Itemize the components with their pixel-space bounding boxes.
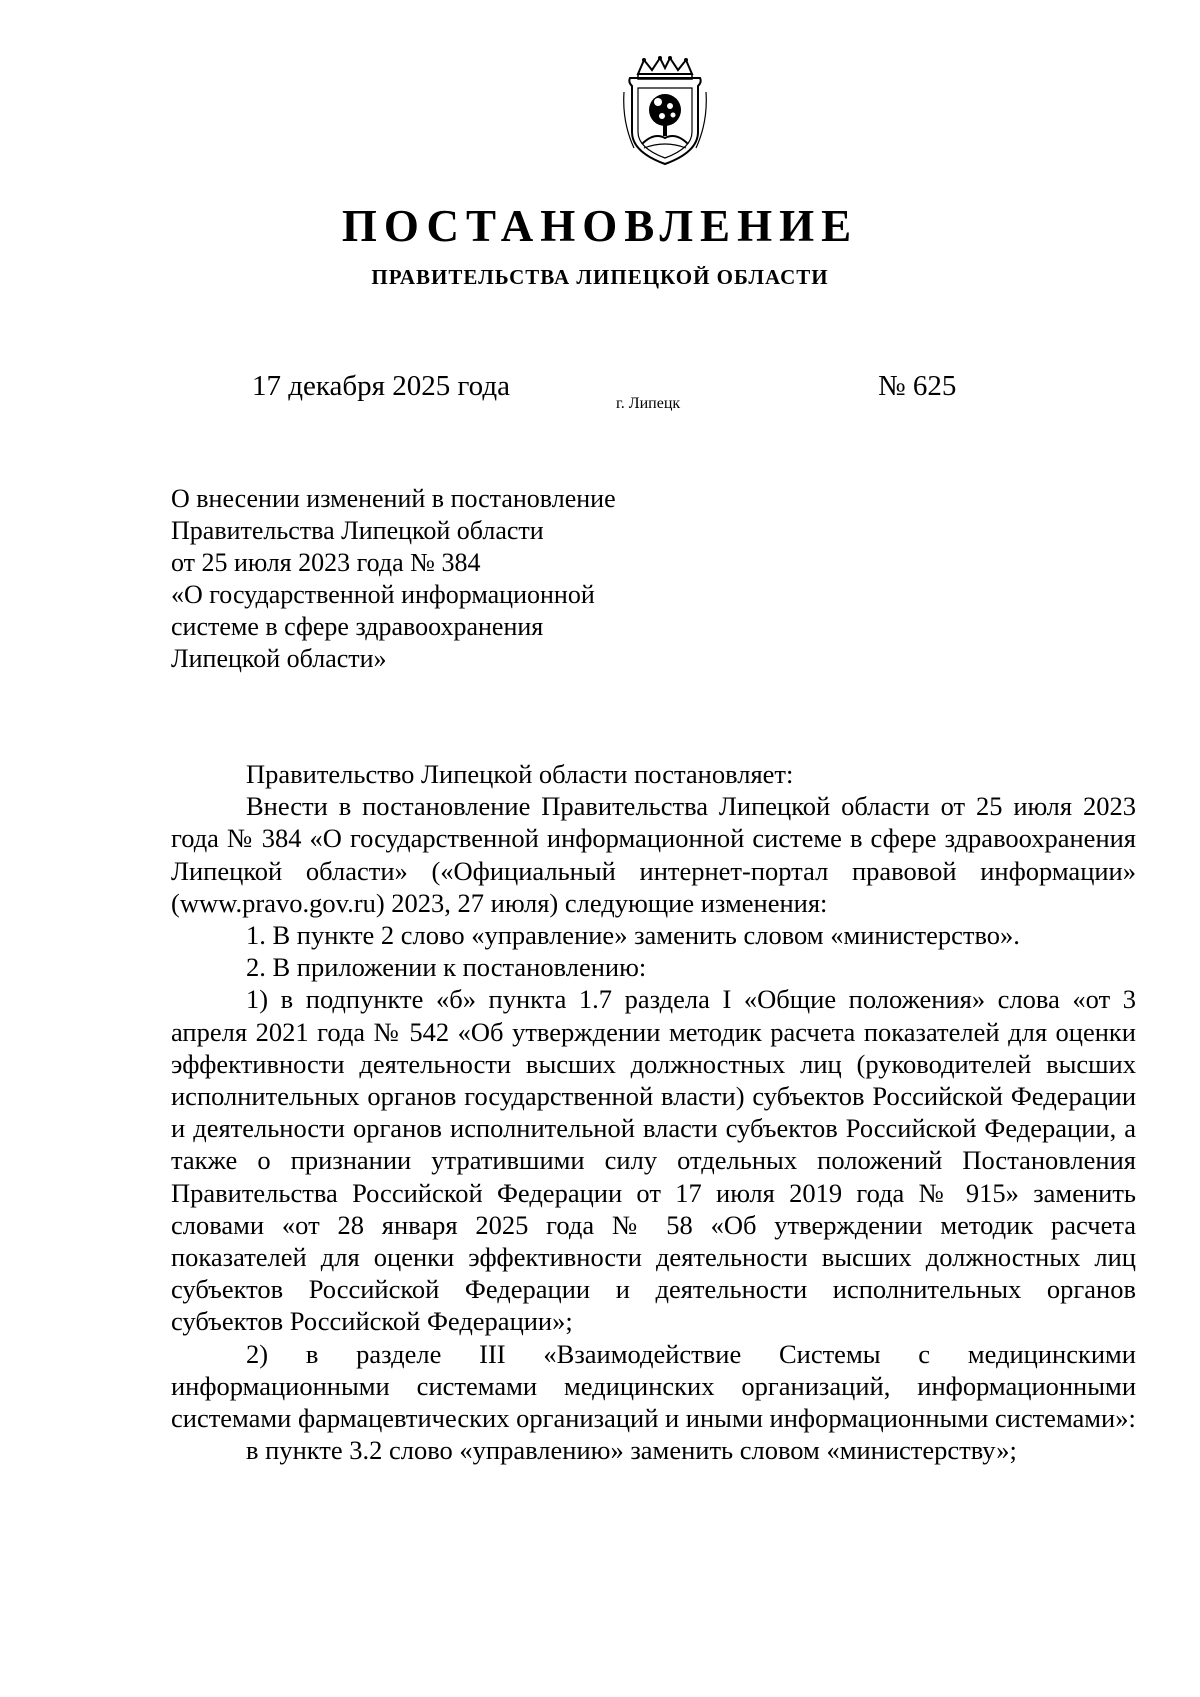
subject-line: О внесении изменений в постановление [171,484,616,513]
document-subject [171,483,711,675]
subitem-1-paragraph: 1) в подпункте «б» пункта 1.7 раздела I «Общие положения» слова «от 3 апреля 2021 года № 542 «Об утверждении методик расчета показателей для оценки эффективности деятельности высших должностных лиц (руководителей высших исполнительных органов государственной власти) субъектов Российской Федерации и деятельности органов исполнительной власти субъектов Российской Федерации, а также о признании утратившими силу отдельных положений Постановления Правительства Российской Федерации от 17 июля 2019 года № 915» заменить словами «от 28 января 2025 года № 58 «Об утверждении методик расчета показателей для оценки эффективности деятельности высших должностных лиц субъектов Российской Федерации и деятельности исполнительных органов субъектов Российской Федерации»; [171,984,1136,1337]
lipetsk-region-coat-of-arms-icon [620,52,710,172]
subitem-2-change-paragraph: в пункте 3.2 слово «управлению» заменить словом «министерству»; [246,1435,1017,1466]
subitem-2-paragraph: 2) в разделе III «Взаимодействие Системы с медицинскими информационными системами медицинских организаций, информационными системами фармацевтических организаций и иными информационными системами»: [171,1338,1136,1434]
item-1-paragraph: 1. В пункте 2 слово «управление» заменить словом «министерство». [246,920,1020,951]
document-city: г. Липецк [616,395,681,412]
document-type-title: ПОСТАНОВЛЕНИЕ [341,201,859,251]
item-2-paragraph: 2. В приложении к постановлению: [246,952,647,983]
intro-paragraph: Внести в постановление Правительства Липецкой области от 25 июля 2023 года № 384 «О государственной информационной системе в сфере здравоохранения Липецкой области» («Официальный интернет-портал правовой информации» (www.pravo.gov.ru) 2023, 27 июля) следующие изменения: [171,791,1136,918]
subject-line: «О государственной информационной [171,580,595,609]
preamble-paragraph: Правительство Липецкой области постановляет: [246,759,794,789]
subject-line: Правительства Липецкой области [171,516,544,545]
subject-line: от 25 июля 2023 года № 384 [171,548,481,577]
document-body [171,758,1136,1466]
subject-line: Липецкой области» [171,644,387,673]
issuing-authority: ПРАВИТЕЛЬСТВА ЛИПЕЦКОЙ ОБЛАСТИ [371,265,829,289]
subject-line: системе в сфере здравоохранения [171,612,544,641]
document-number: № 625 [878,370,957,402]
document-date: 17 декабря 2025 года [252,370,510,402]
